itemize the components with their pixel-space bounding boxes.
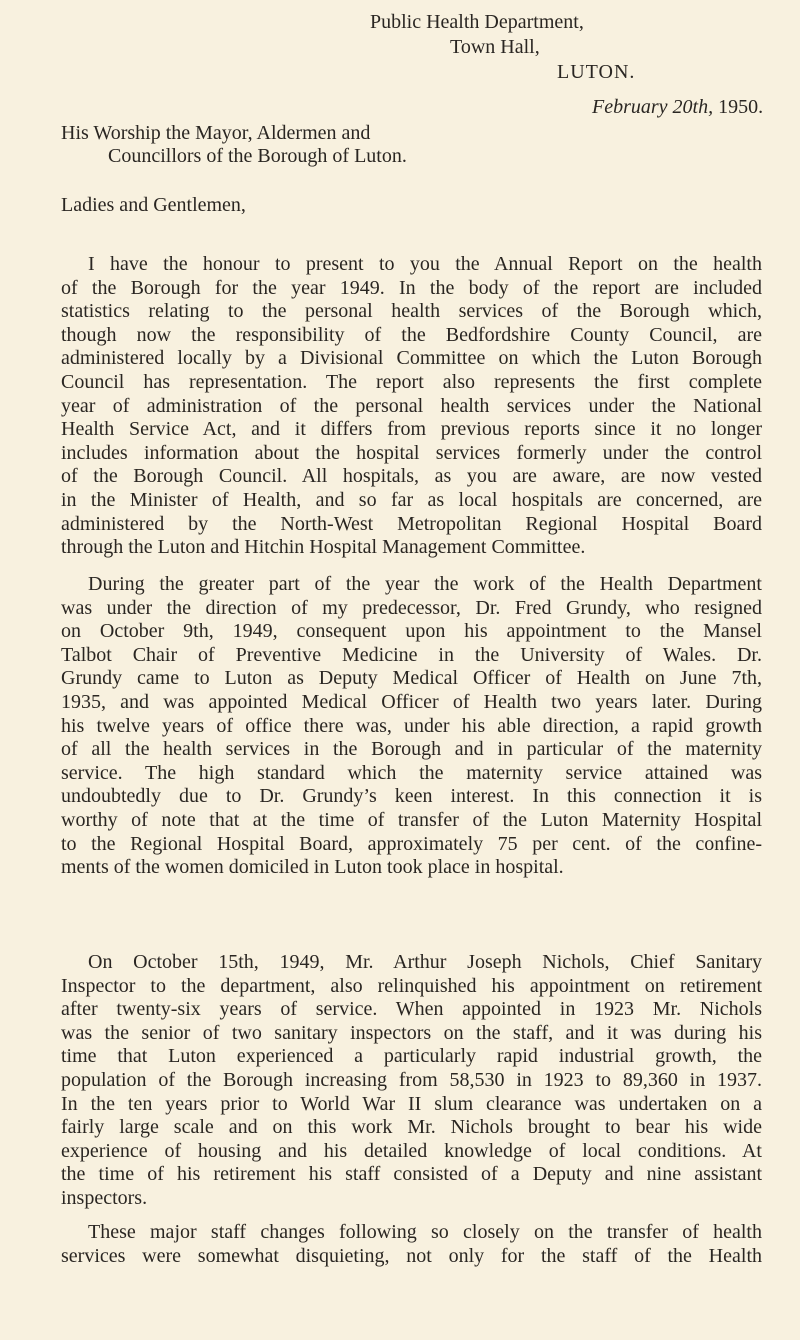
text-line: on October 9th, 1949, consequent upon his appointment to the Mansel <box>61 620 762 643</box>
text-line: through the Luton and Hitchin Hospital Management Committee. <box>61 536 586 559</box>
text-line: was under the direction of my predecessor, Dr. Fred Grundy, who resigned <box>61 596 762 619</box>
text-line: population of the Borough increasing from 58,530 in 1923 to 89,360 in 1937. <box>61 1068 762 1091</box>
text-line: Grundy came to Luton as Deputy Medical Officer of Health on June 7th, <box>61 667 762 690</box>
text-line: of the Borough Council. All hospitals, as you are aware, are now vested <box>61 465 762 488</box>
salutation: Ladies and Gentlemen, <box>61 194 246 216</box>
text-line: time that Luton experienced a particularly rapid industrial growth, the <box>61 1045 762 1068</box>
text-line: though now the responsibility of the Bedfordshire County Council, are <box>61 323 762 346</box>
text-line: ments of the women domiciled in Luton took place in hospital. <box>61 856 564 879</box>
addressee-line-2: Councillors of the Borough of Luton. <box>108 145 407 167</box>
text-line: Health Service Act, and it differs from previous reports since it no longer <box>61 418 762 441</box>
text-line: Council has representation. The report also represents the first complete <box>61 370 762 393</box>
text-line: I have the honour to present to you the Annual Report on the health <box>88 253 762 275</box>
text-line: inspectors. <box>61 1186 148 1209</box>
addressee-line-1: His Worship the Mayor, Aldermen and <box>61 122 371 144</box>
text-line: During the greater part of the year the work of the Health Department <box>88 573 762 595</box>
text-line: On October 15th, 1949, Mr. Arthur Joseph Nichols, Chief Sanitary <box>88 951 762 973</box>
date-month-day: February 20th, <box>592 96 714 118</box>
text-line: his twelve years of office there was, under his able direction, a rapid growth <box>61 714 762 737</box>
text-line: of the Borough for the year 1949. In the body of the report are included <box>61 276 762 299</box>
text-line: service. The high standard which the maternity service attained was <box>61 761 762 784</box>
text-line: was the senior of two sanitary inspectors on the staff, and it was during his <box>61 1021 762 1044</box>
text-line: Inspector to the department, also relinquished his appointment on retirement <box>61 974 762 997</box>
text-line: statistics relating to the personal health services of the Borough which, <box>61 300 762 323</box>
text-line: in the Minister of Health, and so far as local hospitals are concerned, are <box>61 488 762 511</box>
address-department: Public Health Department, <box>370 11 584 33</box>
text-line: 1935, and was appointed Medical Officer of Health two years later. During <box>61 690 762 713</box>
date-year: 1950. <box>713 96 764 118</box>
address-town-hall: Town Hall, <box>450 36 540 58</box>
text-line: Talbot Chair of Preventive Medicine in the University of Wales. Dr. <box>61 643 762 666</box>
paragraph-staff-changes <box>61 1221 762 1268</box>
address-town: LUTON. <box>557 61 636 83</box>
text-line: administered by the North-West Metropolitan Regional Hospital Board <box>61 512 762 535</box>
letter-date <box>592 95 763 119</box>
text-line: includes information about the hospital services formerly under the control <box>61 441 762 464</box>
text-line: undoubtedly due to Dr. Grundy’s keen interest. In this connection it is <box>61 785 762 808</box>
text-line: experience of housing and his detailed knowledge of local conditions. At <box>61 1139 762 1162</box>
text-line: of all the health services in the Borough and in particular of the maternity <box>61 738 762 761</box>
text-line: to the Regional Hospital Board, approximately 75 per cent. of the confine- <box>61 832 762 855</box>
text-line: after twenty-six years of service. When appointed in 1923 Mr. Nichols <box>61 998 762 1021</box>
text-line: fairly large scale and on this work Mr. Nichols brought to bear his wide <box>61 1116 762 1139</box>
text-line: worthy of note that at the time of transfer of the Luton Maternity Hospital <box>61 808 762 831</box>
text-line: administered locally by a Divisional Committee on which the Luton Borough <box>61 347 762 370</box>
text-line: In the ten years prior to World War II slum clearance was undertaken on a <box>61 1092 762 1115</box>
text-line: the time of his retirement his staff consisted of a Deputy and nine assistant <box>61 1163 762 1186</box>
paragraph-annual-report <box>61 253 762 560</box>
text-line: These major staff changes following so closely on the transfer of health <box>88 1221 762 1243</box>
paragraph-mr-nichols <box>61 951 762 1211</box>
paragraph-dr-grundy <box>61 573 762 880</box>
text-line: year of administration of the personal health services under the National <box>61 394 762 417</box>
text-line: services were somewhat disquieting, not only for the staff of the Health <box>61 1244 762 1267</box>
